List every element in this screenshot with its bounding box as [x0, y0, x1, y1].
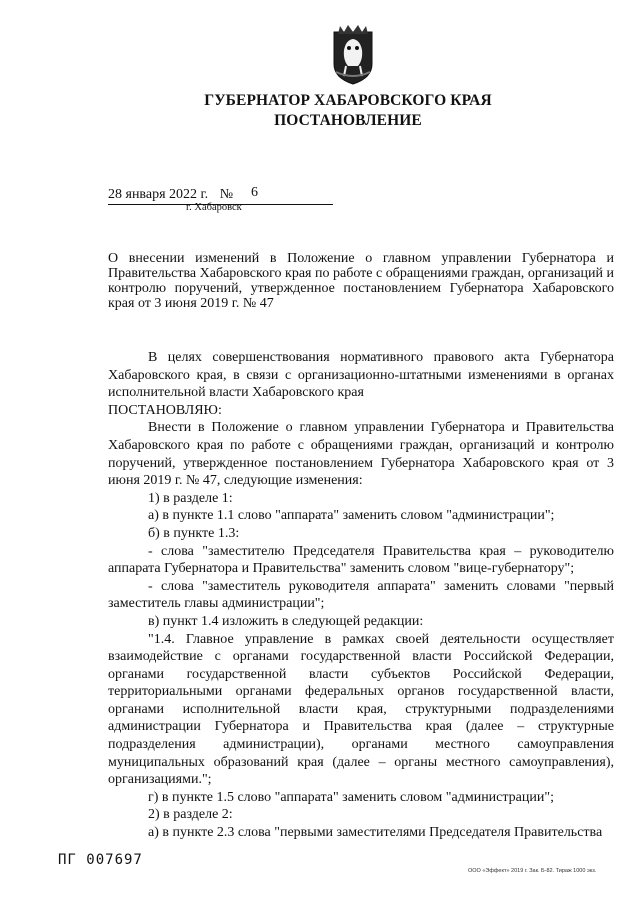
document-city: г. Хабаровск [186, 202, 242, 213]
body-paragraph: - слова "заместитель руководителя аппарата" заменить словами "первый заместитель главы администрации"; [108, 578, 614, 612]
body-paragraph: б) в пункте 1.3: [148, 525, 240, 541]
body-paragraph: 2) в разделе 2: [148, 807, 233, 823]
body-paragraph: в) пункт 1.4 изложить в следующей редакции: [148, 613, 424, 629]
number-label: № [219, 187, 234, 202]
preamble-paragraph: В целях совершенствования нормативного правового акта Губернатора Хабаровского края, в связи с организационно-штатными изменениями в органах исполнительной власти Хабаровского края [108, 350, 614, 401]
document-date: 28 января 2022 г. [108, 187, 209, 202]
printer-imprint: ООО «Эффект» 2019 г. Зак. Б-82. Тираж 1000 экз. [468, 868, 597, 874]
document-number: 6 [251, 185, 258, 200]
body-paragraph: а) в пункте 2.3 слова "первыми заместителями Председателя Правительства [148, 825, 603, 841]
document-type: ПОСТАНОВЛЕНИЕ [274, 112, 422, 129]
body-paragraph: г) в пункте 1.5 слово "аппарата" заменить словом "администрации"; [148, 789, 554, 805]
document-date-row [108, 187, 233, 203]
coat-of-arms-emblem [330, 22, 376, 86]
document-subject: О внесении изменений в Положение о главном управлении Губернатора и Правительства Хабаровского края по работе с обращениями граждан, организаций и контролю поручений, утвержденное постановлением Губернатора Хабаровского края от 3 июня 2019 г. № 47 [108, 251, 614, 311]
body-paragraph: "1.4. Главное управление в рамках своей деятельности осуществляет взаимодействие с органами государственной власти Российской Федерации, органами государственной власти субъектов Российской Федерации, территориальными органами федеральных органов государственной власти, органами исполнительной власти края, структурными подразделениями администрации Губернатора и Правительства края (далее – структурные подразделения администрации), органами местного самоуправления муниципальных образований края (далее – органы местного самоуправления), организациями."; [108, 631, 614, 788]
issuer-title: ГУБЕРНАТОР ХАБАРОВСКОГО КРАЯ [204, 92, 492, 109]
document-body [108, 349, 614, 842]
body-paragraph: а) в пункте 1.1 слово "аппарата" заменить словом "администрации"; [148, 508, 555, 524]
decree-keyword: ПОСТАНОВЛЯЮ: [108, 402, 222, 418]
body-paragraph: 1) в разделе 1: [148, 490, 233, 506]
form-serial-number: ПГ 007697 [58, 852, 143, 868]
body-paragraph: - слова "заместителю Председателя Правительства края – руководителю аппарата Губернатора и Правительства" заменить словом "вице-губернатору"; [108, 543, 614, 577]
body-paragraph: Внести в Положение о главном управлении Губернатора и Правительства Хабаровского края по работе с обращениями граждан, организаций и контролю поручений, утвержденное постановлением Губернатора Хабаровского края от 3 июня 2019 г. № 47, следующие изменения: [108, 420, 614, 489]
